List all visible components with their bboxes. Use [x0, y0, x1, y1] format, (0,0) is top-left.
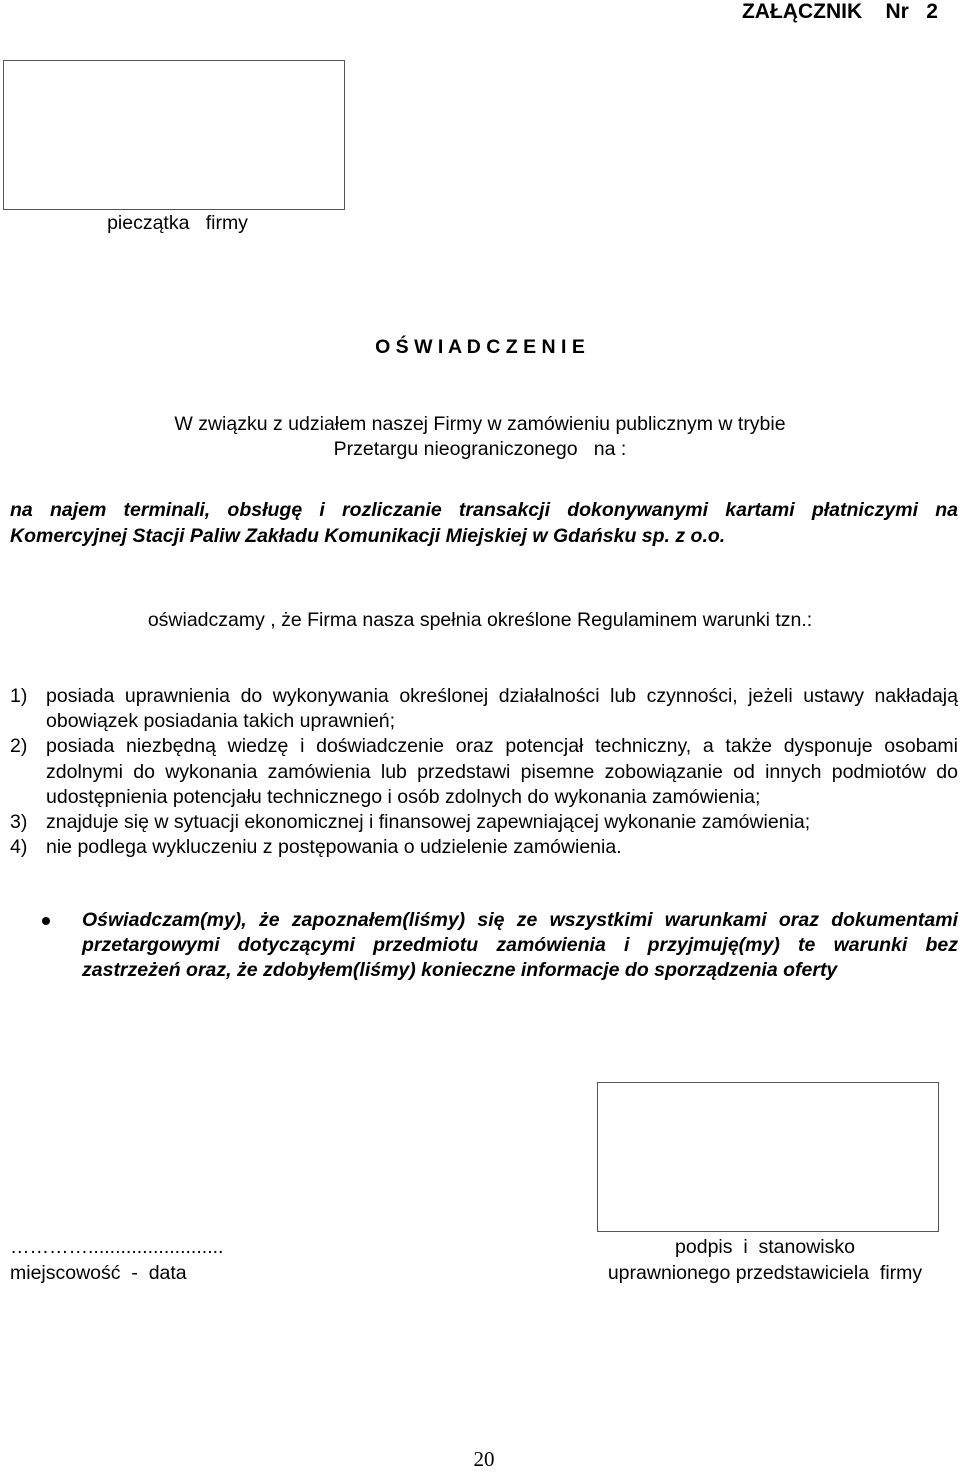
document-title: O Ś W I A D C Z E N I E [375, 336, 585, 358]
place-date-dotted-line: …………......................... [10, 1236, 224, 1258]
condition-item [10, 835, 958, 860]
tender-subject: na najem terminali, obsługę i rozliczanie transakcji dokonywanymi kartami płatniczymi na Komercyjnej Stacji Paliw Zakładu Komunikacji Miejskiej w Gdańsku sp. z o.o. [10, 499, 958, 547]
intro-paragraph [60, 412, 900, 462]
declaration-sentence: oświadczamy , że Firma nasza spełnia określone Regulaminem warunki tzn.: [147, 609, 813, 631]
signature-label-line-2: uprawnionego przedstawiciela firmy [607, 1262, 923, 1284]
condition-item [10, 734, 958, 810]
acceptance-statement-text: Oświadczam(my), że zapoznałem(liśmy) się ze wszystkimi warunkami oraz dokumentami przetargowymi dotyczącymi przedmiotu zamówienia i przyjmuję(my) te warunki bez zastrzeżeń oraz, że zdobyłem(liśmy) konieczne informacje do sporządzenia oferty [82, 909, 958, 981]
condition-text: posiada niezbędną wiedzę i doświadczenie oraz potencjał techniczny, a także dysponuje osobami zdolnymi do wykonania zamówienia lub przedstawi pisemne zobowiązanie od innych podmiotów do udostępnienia potencjału technicznego i osób zdolnych do wykonania zamówienia; [46, 735, 958, 808]
condition-number: 3) [10, 811, 28, 834]
condition-number: 1) [10, 685, 28, 707]
condition-text: nie podlega wykluczeniu z postępowania o udzielenie zamówienia. [46, 836, 622, 859]
condition-text: posiada uprawnienia do wykonywania określonej działalności lub czynności, jeżeli ustawy nakładają obowiązek posiadania takich uprawnień; [46, 685, 958, 733]
company-stamp-box [3, 60, 345, 210]
condition-number: 4) [10, 836, 28, 859]
intro-line-2: Przetargu nieograniczonego na : [333, 438, 627, 460]
company-stamp-label: pieczątka firmy [107, 212, 248, 234]
condition-text: znajduje się w sytuacji ekonomicznej i finansowej zapewniającej wykonanie zamówienia; [46, 811, 811, 834]
conditions-list [10, 684, 958, 860]
acceptance-statement [10, 908, 958, 983]
signature-box [597, 1082, 939, 1232]
place-date-label: miejscowość - data [10, 1262, 187, 1284]
condition-item [10, 810, 958, 835]
attachment-number-header: ZAŁĄCZNIK Nr 2 [741, 0, 938, 23]
page-number: 20 [473, 1447, 495, 1471]
intro-line-1: W związku z udziałem naszej Firmy w zamówieniu publicznym w trybie [174, 413, 786, 435]
bullet-icon [10, 908, 82, 983]
condition-number: 2) [10, 735, 28, 758]
signature-label-line-1: podpis i stanowisko [675, 1236, 855, 1258]
condition-item [10, 684, 958, 734]
